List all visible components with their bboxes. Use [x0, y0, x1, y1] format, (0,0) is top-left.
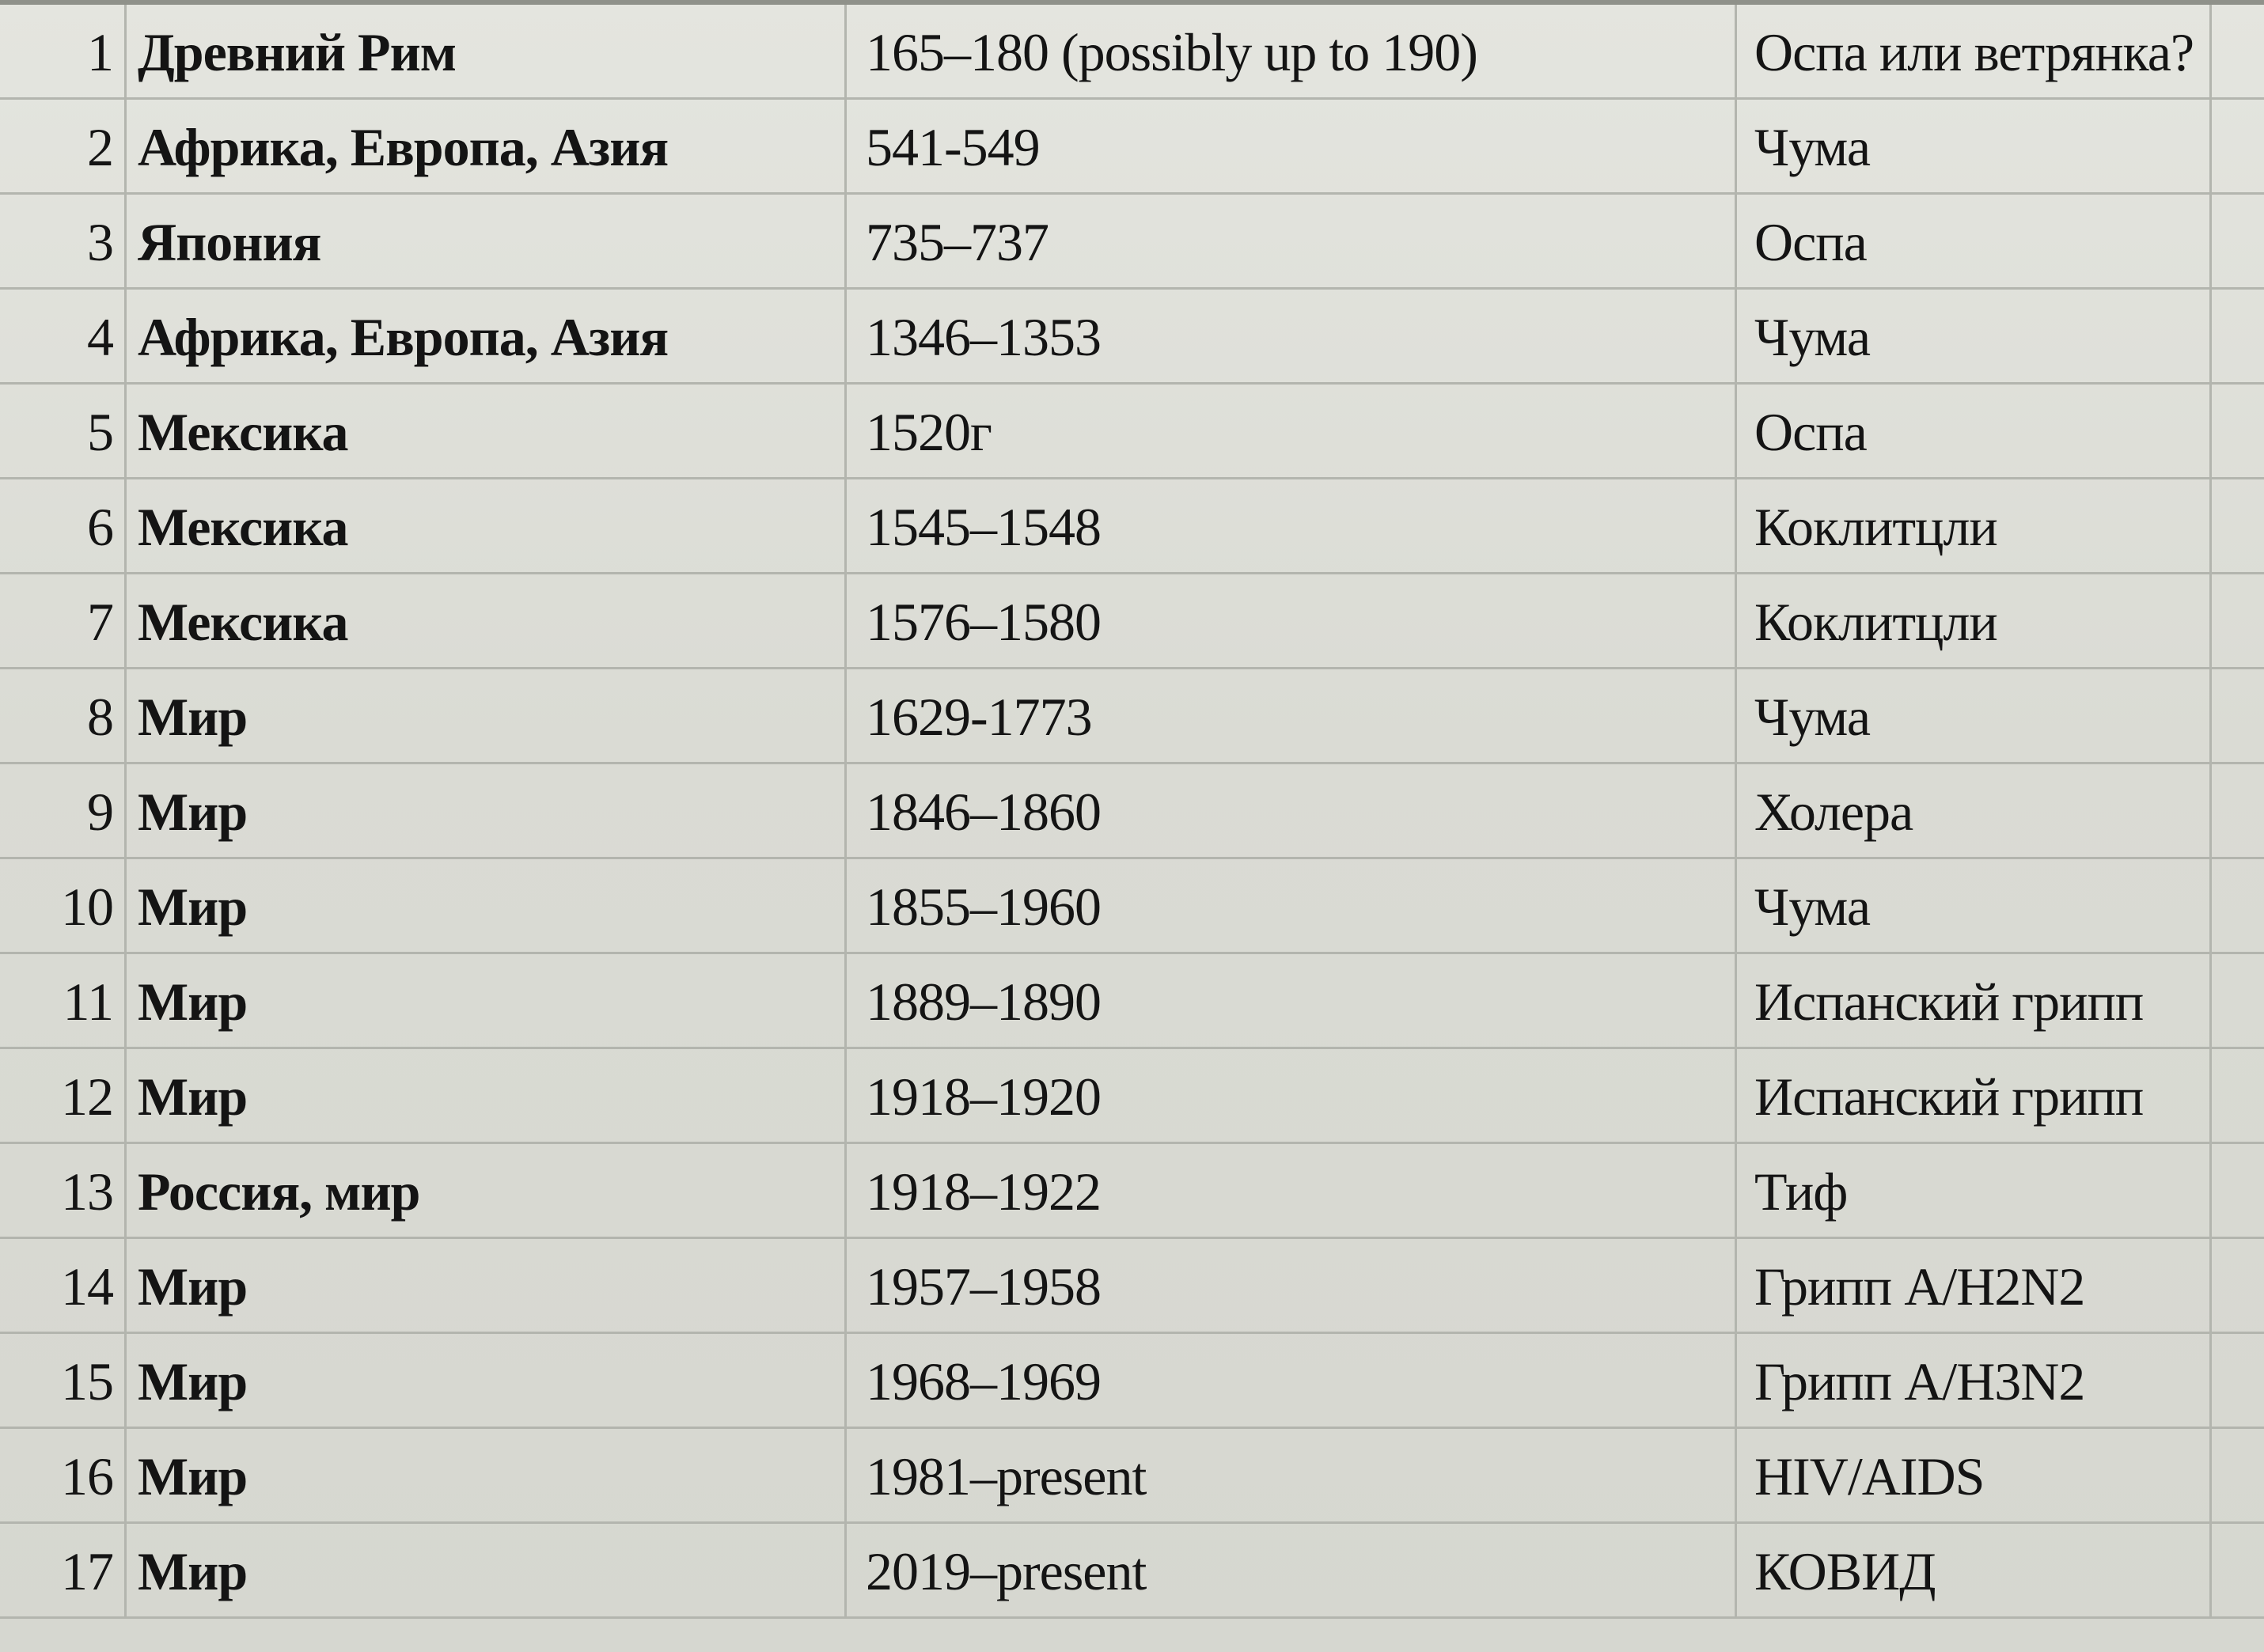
row-number[interactable] [0, 1524, 127, 1619]
region-cell-text: Россия, мир [138, 1161, 420, 1222]
row-number-text: 5 [87, 402, 113, 462]
disease-cell[interactable] [1737, 385, 2212, 479]
disease-cell-text: Тиф [1754, 1161, 1848, 1222]
period-cell-text: 1520г [866, 402, 992, 462]
disease-cell[interactable] [1737, 1144, 2212, 1239]
empty-cell[interactable] [2212, 195, 2264, 290]
table-row [0, 669, 2264, 764]
period-cell[interactable] [847, 669, 1737, 764]
region-cell[interactable] [127, 1239, 847, 1334]
table-row [0, 100, 2264, 195]
disease-cell-text: Испанский грипп [1754, 1067, 2144, 1127]
region-cell[interactable] [127, 574, 847, 669]
disease-cell[interactable] [1737, 1049, 2212, 1144]
table-row [0, 290, 2264, 385]
row-number-text: 15 [61, 1351, 113, 1411]
period-cell-text: 1629-1773 [866, 687, 1092, 747]
disease-cell[interactable] [1737, 1429, 2212, 1524]
empty-cell[interactable] [2212, 669, 2264, 764]
region-cell[interactable] [127, 100, 847, 195]
row-number[interactable] [0, 1239, 127, 1334]
empty-cell[interactable] [2212, 764, 2264, 859]
disease-cell-text: Грипп A/H3N2 [1754, 1351, 2085, 1411]
table-row [0, 574, 2264, 669]
row-number-text: 4 [87, 307, 113, 367]
period-cell[interactable] [847, 385, 1737, 479]
region-cell[interactable] [127, 479, 847, 574]
table-row [0, 1334, 2264, 1429]
region-cell-text: Мексика [138, 592, 348, 652]
disease-cell-text: Чума [1754, 117, 1871, 177]
table-row [0, 1049, 2264, 1144]
empty-cell[interactable] [2212, 385, 2264, 479]
row-number-text: 10 [61, 877, 113, 937]
row-number[interactable] [0, 764, 127, 859]
region-cell-text: Древний Рим [138, 22, 457, 82]
table-row [0, 385, 2264, 479]
period-cell[interactable] [847, 290, 1737, 385]
row-number-text: 3 [87, 212, 113, 272]
period-cell[interactable] [847, 5, 1737, 100]
period-cell[interactable] [847, 1239, 1737, 1334]
region-cell[interactable] [127, 859, 847, 954]
table-row [0, 195, 2264, 290]
empty-cell[interactable] [2212, 100, 2264, 195]
period-cell-text: 165–180 (possibly up to 190) [866, 22, 1477, 82]
table-row [0, 5, 2264, 100]
table-row [0, 1429, 2264, 1524]
period-cell[interactable] [847, 1049, 1737, 1144]
disease-cell[interactable] [1737, 100, 2212, 195]
row-number[interactable] [0, 100, 127, 195]
disease-cell[interactable] [1737, 764, 2212, 859]
period-cell[interactable] [847, 479, 1737, 574]
region-cell-text: Мир [138, 1446, 248, 1506]
period-cell-text: 1545–1548 [866, 497, 1101, 557]
empty-cell[interactable] [2212, 1049, 2264, 1144]
empty-cell[interactable] [2212, 1144, 2264, 1239]
period-cell[interactable] [847, 859, 1737, 954]
disease-cell-text: Грипп A/H2N2 [1754, 1256, 2085, 1317]
period-cell[interactable] [847, 574, 1737, 669]
row-number-text: 12 [61, 1067, 113, 1127]
region-cell-text: Мир [138, 1351, 248, 1411]
disease-cell[interactable] [1737, 1239, 2212, 1334]
period-cell-text: 1918–1920 [866, 1067, 1101, 1127]
disease-cell[interactable] [1737, 1334, 2212, 1429]
disease-cell-text: Оспа [1754, 212, 1867, 272]
region-cell[interactable] [127, 385, 847, 479]
empty-cell[interactable] [2212, 290, 2264, 385]
period-cell[interactable] [847, 100, 1737, 195]
period-cell-text: 1846–1860 [866, 782, 1101, 842]
region-cell-text: Мексика [138, 497, 348, 557]
region-cell[interactable] [127, 290, 847, 385]
region-cell-text: Мир [138, 1067, 248, 1127]
row-number[interactable] [0, 1429, 127, 1524]
row-number-text: 14 [61, 1256, 113, 1317]
disease-cell[interactable] [1737, 859, 2212, 954]
row-number[interactable] [0, 290, 127, 385]
row-number[interactable] [0, 954, 127, 1049]
period-cell-text: 1855–1960 [866, 877, 1101, 937]
region-cell-text: Африка, Европа, Азия [138, 117, 669, 177]
disease-cell-text: Оспа или ветрянка? [1754, 22, 2194, 82]
period-cell-text: 1918–1922 [866, 1161, 1101, 1222]
period-cell[interactable] [847, 954, 1737, 1049]
empty-cell[interactable] [2212, 1334, 2264, 1429]
disease-cell[interactable] [1737, 574, 2212, 669]
period-cell[interactable] [847, 1144, 1737, 1239]
row-number-text: 9 [87, 782, 113, 842]
disease-cell-text: Коклитцли [1754, 497, 1997, 557]
period-cell-text: 541-549 [866, 117, 1040, 177]
row-number[interactable] [0, 1334, 127, 1429]
row-number-text: 7 [87, 592, 113, 652]
region-cell[interactable] [127, 195, 847, 290]
empty-cell[interactable] [2212, 5, 2264, 100]
period-cell-text: 1981–present [866, 1446, 1147, 1506]
row-number[interactable] [0, 1049, 127, 1144]
disease-cell[interactable] [1737, 195, 2212, 290]
disease-cell-text: КОВИД [1754, 1541, 1936, 1601]
empty-cell[interactable] [2212, 1239, 2264, 1334]
table-row [0, 1524, 2264, 1619]
row-number[interactable] [0, 195, 127, 290]
period-cell-text: 1576–1580 [866, 592, 1101, 652]
row-number[interactable] [0, 479, 127, 574]
disease-cell-text: Холера [1754, 782, 1913, 842]
row-number[interactable] [0, 859, 127, 954]
row-number-text: 8 [87, 687, 113, 747]
region-cell[interactable] [127, 764, 847, 859]
period-cell-text: 1957–1958 [866, 1256, 1101, 1317]
row-number[interactable] [0, 1144, 127, 1239]
table-row [0, 1144, 2264, 1239]
disease-cell[interactable] [1737, 479, 2212, 574]
disease-cell[interactable] [1737, 669, 2212, 764]
row-number[interactable] [0, 669, 127, 764]
disease-cell-text: Чума [1754, 877, 1871, 937]
table-row [0, 954, 2264, 1049]
disease-cell[interactable] [1737, 290, 2212, 385]
disease-cell-text: Чума [1754, 687, 1871, 747]
row-number-text: 16 [61, 1446, 113, 1506]
row-number-text: 2 [87, 117, 113, 177]
disease-cell[interactable] [1737, 954, 2212, 1049]
region-cell[interactable] [127, 669, 847, 764]
region-cell-text: Мир [138, 1256, 248, 1317]
disease-cell-text: Испанский грипп [1754, 972, 2144, 1032]
row-number[interactable] [0, 5, 127, 100]
region-cell[interactable] [127, 1334, 847, 1429]
empty-cell[interactable] [2212, 1524, 2264, 1619]
empty-cell[interactable] [2212, 574, 2264, 669]
period-cell[interactable] [847, 195, 1737, 290]
row-number-text: 13 [61, 1161, 113, 1222]
row-number-text: 6 [87, 497, 113, 557]
empty-cell[interactable] [2212, 859, 2264, 954]
period-cell[interactable] [847, 1429, 1737, 1524]
region-cell-text: Мир [138, 687, 248, 747]
region-cell[interactable] [127, 1429, 847, 1524]
region-cell-text: Африка, Европа, Азия [138, 307, 669, 367]
region-cell-text: Мир [138, 972, 248, 1032]
period-cell[interactable] [847, 1524, 1737, 1619]
disease-cell-text: Оспа [1754, 402, 1867, 462]
region-cell[interactable] [127, 1524, 847, 1619]
disease-cell[interactable] [1737, 5, 2212, 100]
region-cell[interactable] [127, 954, 847, 1049]
period-cell-text: 1968–1969 [866, 1351, 1101, 1411]
row-number[interactable] [0, 574, 127, 669]
disease-cell-text: Чума [1754, 307, 1871, 367]
region-cell-text: Япония [138, 212, 321, 272]
region-cell[interactable] [127, 5, 847, 100]
table-row [0, 859, 2264, 954]
region-cell-text: Мир [138, 1541, 248, 1601]
table-row [0, 1239, 2264, 1334]
region-cell-text: Мир [138, 782, 248, 842]
table-row [0, 764, 2264, 859]
period-cell-text: 2019–present [866, 1541, 1147, 1601]
region-cell[interactable] [127, 1049, 847, 1144]
row-number[interactable] [0, 385, 127, 479]
empty-cell[interactable] [2212, 954, 2264, 1049]
disease-cell[interactable] [1737, 1524, 2212, 1619]
period-cell-text: 1346–1353 [866, 307, 1101, 367]
period-cell[interactable] [847, 1334, 1737, 1429]
disease-cell-text: HIV/AIDS [1754, 1446, 1985, 1506]
period-cell[interactable] [847, 764, 1737, 859]
region-cell[interactable] [127, 1144, 847, 1239]
period-cell-text: 1889–1890 [866, 972, 1101, 1032]
table-row [0, 479, 2264, 574]
row-number-text: 1 [87, 22, 113, 82]
period-cell-text: 735–737 [866, 212, 1049, 272]
row-number-text: 11 [63, 972, 113, 1032]
row-number-text: 17 [61, 1541, 113, 1601]
empty-cell[interactable] [2212, 479, 2264, 574]
disease-cell-text: Коклитцли [1754, 592, 1997, 652]
empty-cell[interactable] [2212, 1429, 2264, 1524]
region-cell-text: Мир [138, 877, 248, 937]
region-cell-text: Мексика [138, 402, 348, 462]
